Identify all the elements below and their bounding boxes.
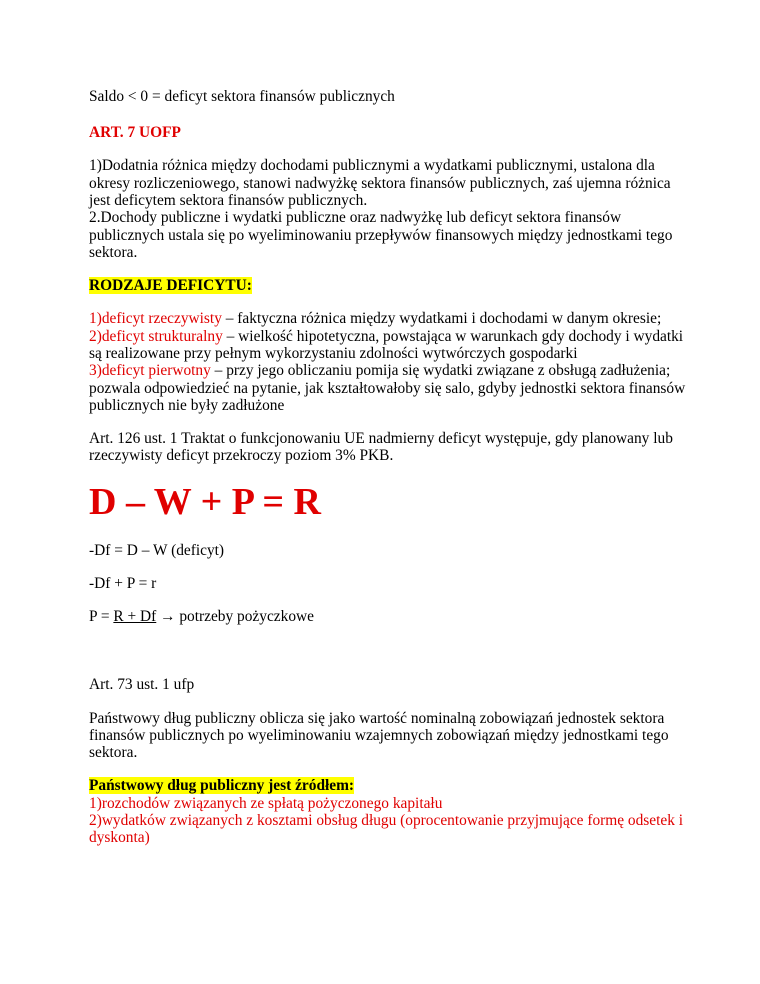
zrodlem-heading <box>89 777 354 795</box>
deficit-term: 3)deficyt pierwotny <box>89 362 211 379</box>
deficit-type-2 <box>89 328 683 346</box>
rodzaje-heading <box>89 277 252 295</box>
saldo-line: Saldo < 0 = deficyt sektora finansów publicznych <box>89 88 395 105</box>
paragraph-line: publicznych ustala się po wyeliminowaniu przepływów finansowych między jednostkami tego <box>89 227 673 244</box>
deficit-description: – przy jego obliczaniu pomija się wydatki związane z obsługą zadłużenia; <box>210 362 671 379</box>
formula-line <box>89 608 314 626</box>
list-item: 1)rozchodów związanych ze spłatą pożyczonego kapitału <box>89 795 443 812</box>
paragraph-line: finansów publicznych po wyeliminowaniu wzajemnych zobowiązań między jednostkami tego <box>89 727 669 744</box>
paragraph-line: 1)Dodatnia różnica między dochodami publicznymi a wydatkami publicznymi, ustalona dla <box>89 157 655 174</box>
deficit-type-1 <box>89 310 661 328</box>
paragraph-line: pozwala odpowiedzieć na pytanie, jak kształtowałoby się salo, gdyby jednostki sektora finansów <box>89 380 686 397</box>
formula-heading: D – W + P = R <box>89 481 321 523</box>
paragraph-line: Art. 126 ust. 1 Traktat o funkcjonowaniu UE nadmierny deficyt występuje, gdy planowany lub <box>89 430 673 447</box>
paragraph-line: 2.Dochody publiczne i wydatki publiczne oraz nadwyżkę lub deficyt sektora finansów <box>89 209 622 226</box>
formula-line: -Df = D – W (deficyt) <box>89 542 225 559</box>
formula-underlined: R + Df <box>113 608 157 625</box>
deficit-term: 2)deficyt strukturalny <box>89 328 223 345</box>
art7-heading: ART. 7 UOFP <box>89 124 181 141</box>
rodzaje-heading-text: RODZAJE DEFICYTU: <box>89 277 252 294</box>
paragraph-line: rzeczywisty deficyt przekroczy poziom 3% PKB. <box>89 447 394 464</box>
list-item: 2)wydatków związanych z kosztami obsług długu (oprocentowanie przyjmujące formę odsetek i <box>89 812 684 829</box>
formula-prefix: P = <box>89 608 114 625</box>
paragraph-line: Art. 73 ust. 1 ufp <box>89 676 195 693</box>
paragraph-line: są realizowane przy pełnym wykorzystaniu zdolności wytwórczych gospodarki <box>89 345 578 362</box>
zrodlem-heading-text: Państwowy dług publiczny jest źródłem: <box>89 777 355 794</box>
deficit-term: 1)deficyt rzeczywisty <box>89 310 222 327</box>
paragraph-line: sektora. <box>89 244 138 261</box>
formula-suffix: → potrzeby pożyczkowe <box>156 608 314 625</box>
deficit-description: – wielkość hipotetyczna, powstająca w warunkach gdy dochody i wydatki <box>222 328 684 345</box>
paragraph-line: jest deficytem sektora finansów publicznych. <box>89 192 368 209</box>
paragraph-line: publicznych nie były zadłużone <box>89 397 285 414</box>
list-item: dyskonta) <box>89 829 150 846</box>
paragraph-line: sektora. <box>89 744 138 761</box>
paragraph-line: okresy rozliczeniowego, stanowi nadwyżkę sektora finansów publicznych, zaś ujemna różnica <box>89 175 671 192</box>
deficit-type-3 <box>89 362 670 380</box>
deficit-description: – faktyczna różnica między wydatkami i dochodami w danym okresie; <box>221 310 662 327</box>
paragraph-line: Państwowy dług publiczny oblicza się jako wartość nominalną zobowiązań jednostek sektora <box>89 710 665 727</box>
formula-line: -Df + P = r <box>89 575 157 592</box>
